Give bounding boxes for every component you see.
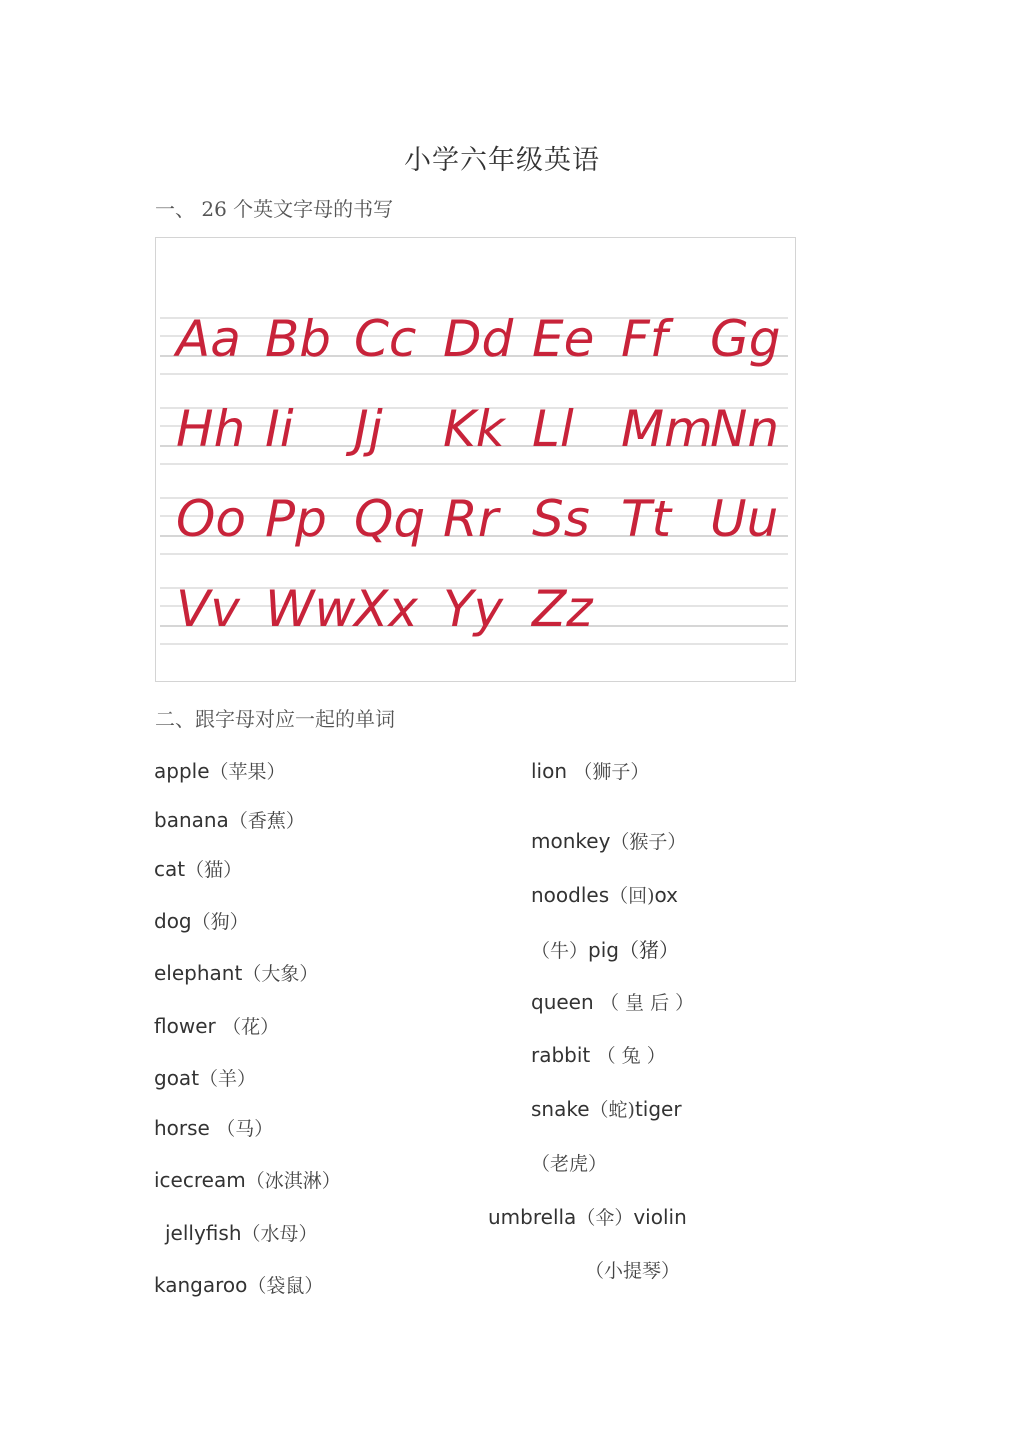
word-item [154, 1012, 279, 1039]
word-tail: ox [654, 883, 679, 907]
alphabet-letter-pair: Cc [354, 310, 417, 368]
alphabet-letter-pair: Rr [443, 490, 499, 548]
word-cn: （花） [222, 1016, 280, 1038]
alphabet-letter-pair: Oo [176, 490, 246, 548]
alphabet-letter-pair: Zz [532, 580, 593, 638]
word-item [531, 988, 694, 1015]
word-cn: （ 皇 后 ） [600, 992, 695, 1014]
page-title: 小学六年级英语 [404, 145, 600, 176]
word-item [585, 1256, 680, 1283]
alphabet-letter-pair: Ww [265, 580, 356, 638]
word-en: queen [531, 990, 601, 1014]
word-cn: （狮子） [573, 761, 650, 783]
word-tail: pig（猪） [588, 938, 679, 962]
word-en: kangaroo [154, 1273, 248, 1297]
word-tail: violin [633, 1205, 687, 1229]
alphabet-letter-pair: Xx [354, 580, 418, 638]
alphabet-letter-pair: Yy [443, 580, 504, 638]
word-item [531, 1095, 682, 1122]
word-en: banana [154, 808, 229, 832]
alphabet-letter-pair: Jj [354, 400, 383, 458]
alphabet-letter-pair: Ee [532, 310, 595, 368]
alphabet-letter-pair: Uu [710, 490, 779, 548]
word-en: elephant [154, 961, 243, 985]
word-cn: （蛇) [589, 1099, 635, 1121]
word-en: icecream [154, 1168, 246, 1192]
word-cn: （大象） [242, 963, 319, 985]
alphabet-letter-pair: Vv [176, 580, 240, 638]
alphabet-letter-pair: Aa [176, 310, 241, 368]
word-cn: （狗） [191, 911, 249, 933]
word-en: horse [154, 1116, 217, 1140]
word-cn: （猴子） [610, 831, 687, 853]
word-item [154, 757, 286, 784]
alphabet-letter-pair: Dd [443, 310, 514, 368]
word-item [154, 1114, 273, 1141]
alphabet-letter-pair: Ss [532, 490, 590, 548]
word-item [154, 907, 249, 934]
alphabet-letter-pair: Ii [265, 400, 294, 458]
word-item [154, 1064, 256, 1091]
word-en: umbrella [488, 1205, 577, 1229]
word-item [488, 1203, 687, 1230]
alphabet-letter-pair: Mm [621, 400, 713, 458]
word-cn: （冰淇淋） [245, 1170, 341, 1192]
alphabet-letter-pair: Tt [621, 490, 672, 548]
section-heading-words: 二、跟字母对应一起的单词 [155, 707, 395, 731]
word-en: goat [154, 1066, 200, 1090]
word-en: flower [154, 1014, 223, 1038]
alphabet-letter-pair: Kk [443, 400, 505, 458]
word-cn: （水母） [241, 1223, 318, 1245]
word-cn: （回) [609, 885, 655, 907]
word-item [154, 1271, 323, 1298]
word-item [531, 1149, 607, 1176]
alphabet-letter-pair: Ff [621, 310, 668, 368]
word-item [531, 757, 649, 784]
word-en: apple [154, 759, 210, 783]
word-cn: （老虎） [531, 1153, 608, 1175]
word-en: rabbit [531, 1043, 597, 1067]
word-tail: tiger [634, 1097, 682, 1121]
word-cn: （猫） [185, 859, 243, 881]
word-cn: （香蕉） [228, 810, 305, 832]
alphabet-letter-pair: Pp [265, 490, 327, 548]
alphabet-letter-pair: Ll [532, 400, 574, 458]
section-heading-alphabet: 一、 26 个英文字母的书写 [155, 197, 394, 221]
word-en: jellyfish [165, 1221, 242, 1245]
word-item [154, 806, 305, 833]
word-en: snake [531, 1097, 590, 1121]
word-cn: （苹果） [209, 761, 286, 783]
word-cn: （羊） [199, 1068, 257, 1090]
word-item [531, 1041, 666, 1068]
word-cn: （ 兔 ） [596, 1045, 666, 1067]
word-item [154, 855, 242, 882]
alphabet-writing-guide [156, 238, 796, 682]
word-item [531, 934, 679, 963]
word-item [154, 1166, 341, 1193]
alphabet-letter-pair: Bb [265, 310, 332, 368]
word-en: noodles [531, 883, 610, 907]
word-en: lion [531, 759, 574, 783]
word-item [165, 1219, 318, 1246]
word-en: monkey [531, 829, 611, 853]
alphabet-letter-pair: Qq [354, 490, 426, 548]
word-cn: （袋鼠） [247, 1275, 324, 1297]
word-en: dog [154, 909, 192, 933]
word-item [154, 959, 318, 986]
word-cn: （伞） [576, 1207, 634, 1229]
alphabet-handwriting-image [155, 237, 796, 682]
word-item [531, 881, 678, 908]
word-cn: （牛） [531, 940, 589, 962]
alphabet-letter-pair: Nn [710, 400, 780, 458]
word-cn: （小提琴） [585, 1260, 681, 1282]
alphabet-letter-pair: Gg [710, 310, 781, 368]
word-en: cat [154, 857, 186, 881]
word-item [531, 827, 686, 854]
word-cn: （马） [216, 1118, 274, 1140]
alphabet-letter-pair: Hh [176, 400, 246, 458]
